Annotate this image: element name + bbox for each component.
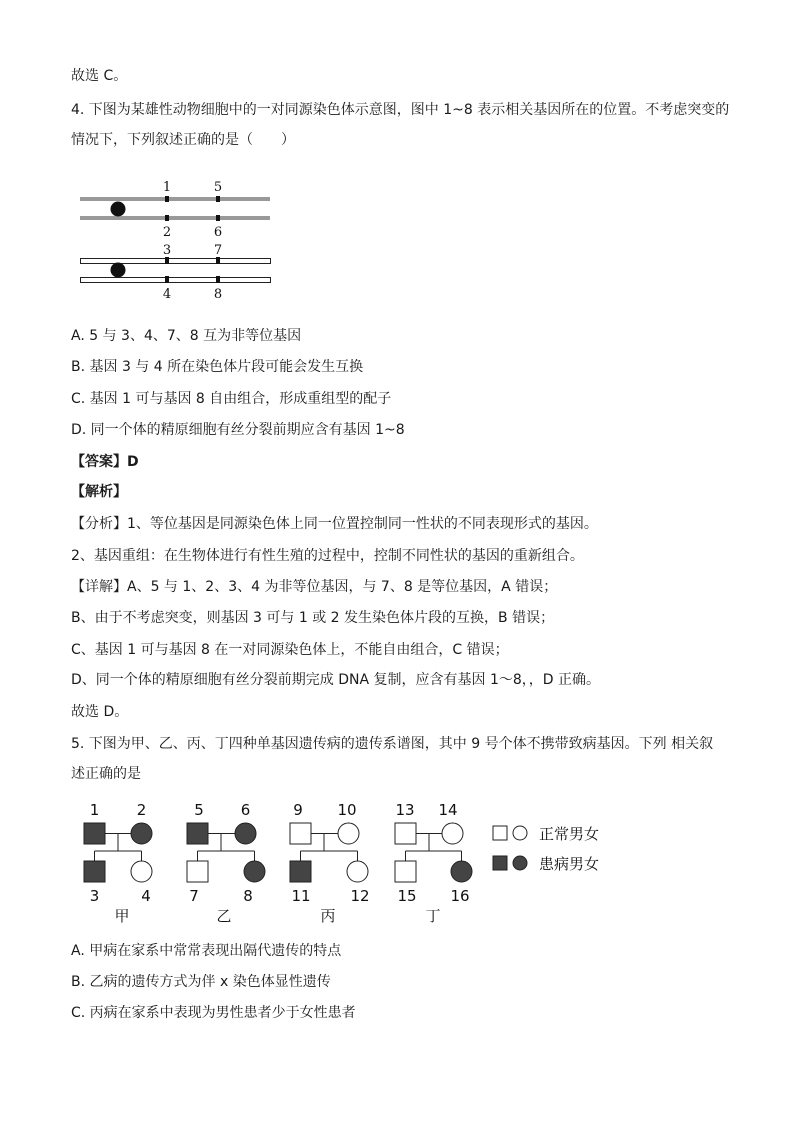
gene-mark-4 — [165, 276, 169, 283]
legend-normal-label: 正常男女 — [539, 825, 600, 843]
id-1: 1 — [89, 801, 100, 819]
individual-3-affected-male — [84, 861, 105, 882]
text-line: 故选 C。 — [71, 68, 128, 84]
text-line: A. 5 与 3、4、7、8 互为非等位基因 — [71, 328, 302, 344]
id-11: 11 — [291, 887, 311, 905]
individual-2-affected-female — [131, 823, 152, 844]
text-line: D、同一个体的精原细胞有丝分裂前期完成 DNA 复制，应含有基因 1～8，，D 正确。 — [71, 672, 601, 688]
family-yi — [187, 823, 265, 882]
chromatid-3 — [81, 259, 271, 264]
individual-10-normal-female — [338, 823, 359, 844]
gene-mark-1 — [165, 196, 169, 202]
text-line: B. 基因 3 与 4 所在染色体片段可能会发生互换 — [71, 359, 364, 375]
gene-mark-2 — [165, 215, 169, 221]
chromatid-1 — [80, 197, 270, 201]
pedigree-legend — [493, 826, 527, 870]
id-2: 2 — [136, 801, 147, 819]
family-label-jia: 甲 — [114, 907, 130, 925]
gene-mark-6 — [216, 215, 220, 221]
gene-label-3: 3 — [162, 243, 172, 258]
centromere-1 — [111, 202, 126, 217]
legend-affected-female — [513, 856, 527, 870]
id-3: 3 — [89, 887, 100, 905]
chromatid-4 — [81, 278, 271, 283]
gene-label-1: 1 — [162, 180, 172, 195]
family-bing — [290, 823, 368, 882]
id-7: 7 — [189, 887, 199, 905]
chromosome-diagram — [80, 180, 271, 302]
gene-mark-5 — [216, 196, 220, 202]
id-15: 15 — [397, 887, 417, 905]
family-jia — [84, 823, 152, 882]
text-line: 5. 下图为甲、乙、丙、丁四种单基因遗传病的遗传系谱图，其中 9 号个体不携带致病基因。下列 相关叙 — [71, 736, 714, 752]
text-line: C、基因 1 可与基因 8 在一对同源染色体上，不能自由组合，C 错误； — [71, 642, 509, 658]
gene-mark-7 — [216, 257, 220, 264]
id-10: 10 — [337, 801, 357, 819]
text-line: 故选 D。 — [71, 704, 129, 720]
gene-mark-8 — [216, 276, 220, 283]
text-line: 【分析】1、等位基因是同源染色体上同一位置控制同一性状的不同表现形式的基因。 — [71, 516, 598, 532]
text-line: A. 甲病在家系中常常表现出隔代遗传的特点 — [71, 943, 342, 959]
legend-affected-male — [493, 856, 507, 870]
gene-label-4: 4 — [162, 287, 172, 302]
family-label-yi: 乙 — [216, 907, 232, 925]
id-14: 14 — [438, 801, 458, 819]
chromatid-2 — [80, 216, 270, 220]
family-label-bing: 丙 — [320, 907, 336, 925]
text-line: 2、基因重组：在生物体进行有性生殖的过程中，控制不同性状的基因的重新组合。 — [71, 548, 584, 564]
id-9: 9 — [293, 801, 303, 819]
text-line: 【答案】D — [71, 454, 139, 470]
text-line: D. 同一个体的精原细胞有丝分裂前期应含有基因 1~8 — [71, 422, 405, 438]
gene-label-7: 7 — [213, 243, 223, 258]
family-ding — [395, 823, 472, 882]
family-label-ding: 丁 — [425, 907, 441, 925]
text-line: 4. 下图为某雄性动物细胞中的一对同源染色体示意图，图中 1~8 表示相关基因所在的位置。不考虑突变的 — [71, 102, 730, 118]
individual-11-affected-male — [290, 861, 311, 882]
individual-15-normal-male — [395, 861, 416, 882]
text-line: 情况下，下列叙述正确的是（ ） — [71, 132, 295, 148]
legend-affected-label: 患病男女 — [539, 855, 600, 873]
individual-12-normal-female — [347, 861, 368, 882]
text-line: 述正确的是 — [71, 766, 141, 782]
text-line: 【解析】 — [71, 484, 127, 500]
individual-8-affected-female — [244, 861, 265, 882]
text-line: 【详解】A、5 与 1、2、3、4 为非等位基因，与 7、8 是等位基因，A 错误； — [71, 579, 558, 595]
legend-normal-female — [513, 826, 527, 840]
pedigree-diagram — [84, 823, 527, 882]
gene-mark-3 — [165, 257, 169, 264]
text-line: C. 丙病在家系中表现为男性患者少于女性患者 — [71, 1005, 356, 1021]
individual-9-normal-male — [290, 823, 311, 844]
gene-label-6: 6 — [213, 225, 223, 240]
individual-4-normal-female — [131, 861, 152, 882]
id-6: 6 — [240, 801, 251, 819]
individual-16-affected-female — [451, 861, 472, 882]
id-13: 13 — [395, 801, 415, 819]
individual-1-affected-male — [84, 823, 105, 844]
text-line: B. 乙病的遗传方式为伴 x 染色体显性遗传 — [71, 974, 331, 990]
text-line: C. 基因 1 可与基因 8 自由组合，形成重组型的配子 — [71, 391, 392, 407]
id-5: 5 — [194, 801, 204, 819]
gene-label-8: 8 — [213, 287, 223, 302]
id-12: 12 — [350, 887, 370, 905]
id-4: 4 — [141, 887, 151, 905]
individual-7-normal-male — [187, 861, 208, 882]
centromere-2 — [111, 263, 126, 278]
individual-14-normal-female — [442, 823, 463, 844]
gene-label-5: 5 — [213, 180, 223, 195]
legend-normal-male — [493, 826, 507, 840]
individual-6-affected-female — [235, 823, 256, 844]
id-16: 16 — [450, 887, 470, 905]
individual-13-normal-male — [395, 823, 416, 844]
gene-label-2: 2 — [162, 225, 172, 240]
id-8: 8 — [243, 887, 253, 905]
individual-5-affected-male — [187, 823, 208, 844]
text-line: B、由于不考虑突变，则基因 3 可与 1 或 2 发生染色体片段的互换，B 错误； — [71, 610, 555, 626]
